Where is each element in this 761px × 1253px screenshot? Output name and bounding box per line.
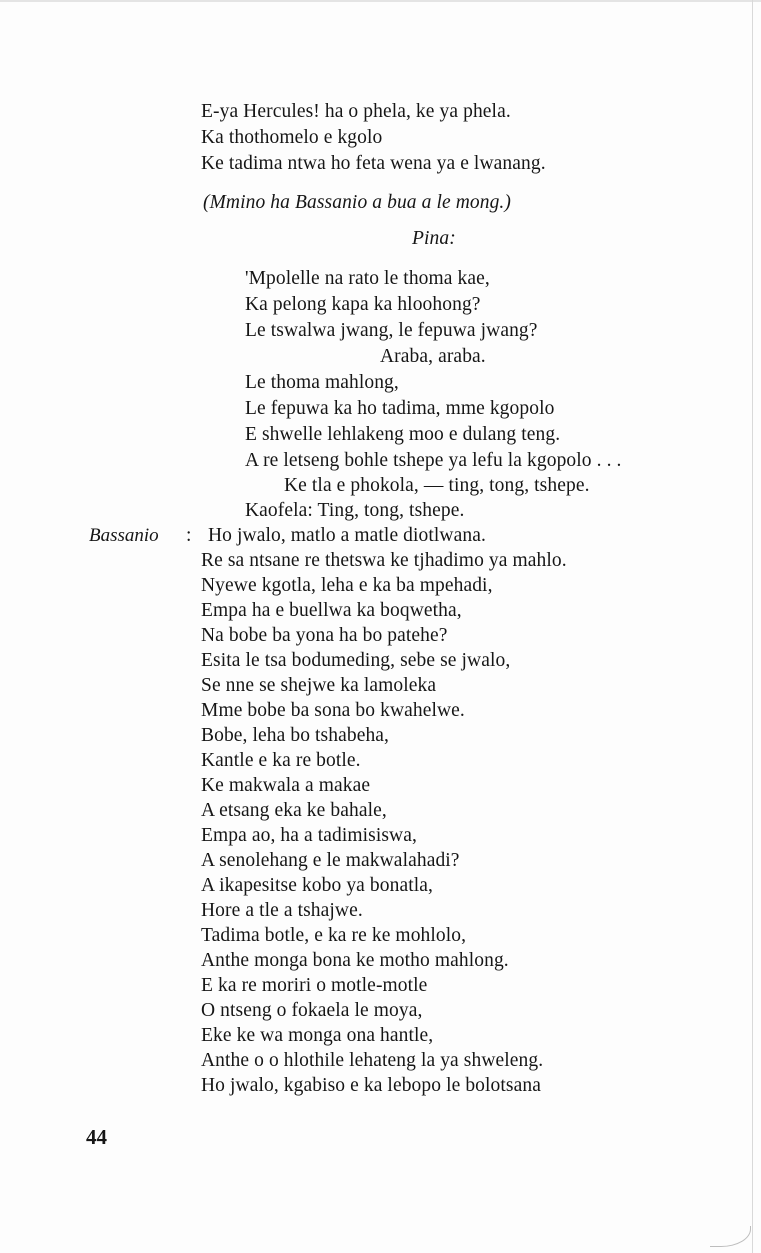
speech-line-8: Mme bobe ba sona bo kwahelwe. [201, 700, 465, 721]
speech-line-2: Re sa ntsane re thetswa ke tjhadimo ya mahlo. [201, 550, 567, 571]
speech-line-5: Na bobe ba yona ha bo patehe? [201, 625, 448, 646]
page-right-edge [752, 0, 753, 1253]
page-corner-curl [710, 1226, 751, 1247]
speech-line-9: Bobe, leha bo tshabeha, [201, 725, 390, 746]
speech-line-22: Anthe o o hlothile lehateng la ya shweleng. [201, 1050, 544, 1071]
song-line-2: Ka pelong kapa ka hloohong? [245, 294, 481, 315]
song-heading: Pina: [412, 228, 456, 249]
page-top-edge [0, 0, 761, 2]
speech-line-6: Esita le tsa bodumeding, sebe se jwalo, [201, 650, 511, 671]
speech-line-17: Tadima botle, e ka re ke mohlolo, [201, 925, 467, 946]
speaker-colon: : [186, 525, 192, 546]
speech-line-15: A ikapesitse kobo ya bonatla, [201, 875, 433, 896]
opening-line-2: Ka thothomelo e kgolo [201, 127, 383, 148]
song-line-7: E shwelle lehlakeng moo e dulang teng. [245, 424, 561, 445]
speech-line-7: Se nne se shejwe ka lamoleka [201, 675, 437, 696]
speaker-name: Bassanio [89, 525, 159, 546]
song-line-1: 'Mpolelle na rato le thoma kae, [245, 268, 490, 289]
speech-line-23: Ho jwalo, kgabiso e ka lebopo le bolotsana [201, 1075, 541, 1096]
speech-line-12: A etsang eka ke bahale, [201, 800, 387, 821]
speech-line-11: Ke makwala a makae [201, 775, 371, 796]
speech-line-21: Eke ke wa monga ona hantle, [201, 1025, 434, 1046]
song-line-8: A re letseng bohle tshepe ya lefu la kgopolo . . . [245, 450, 622, 471]
stage-direction: (Mmino ha Bassanio a bua a le mong.) [203, 192, 511, 213]
speech-line-18: Anthe monga bona ke motho mahlong. [201, 950, 509, 971]
speech-line-19: E ka re moriri o motle-motle [201, 975, 428, 996]
song-line-5: Le thoma mahlong, [245, 372, 399, 393]
song-line-6: Le fepuwa ka ho tadima, mme kgopolo [245, 398, 555, 419]
opening-line-1: E-ya Hercules! ha o phela, ke ya phela. [201, 101, 511, 122]
speech-line-1: Ho jwalo, matlo a matle diotlwana. [208, 525, 486, 546]
speech-line-13: Empa ao, ha a tadimisiswa, [201, 825, 417, 846]
song-line-4: Araba, araba. [380, 346, 486, 367]
speech-line-4: Empa ha e buellwa ka boqwetha, [201, 600, 462, 621]
song-line-9: Ke tla e phokola, — ting, tong, tshepe. [284, 475, 590, 496]
speech-line-20: O ntseng o fokaela le moya, [201, 1000, 423, 1021]
song-line-10: Kaofela: Ting, tong, tshepe. [245, 500, 465, 521]
opening-line-3: Ke tadima ntwa ho feta wena ya e lwanang. [201, 153, 546, 174]
song-line-3: Le tswalwa jwang, le fepuwa jwang? [245, 320, 538, 341]
speech-line-10: Kantle e ka re botle. [201, 750, 361, 771]
speech-line-14: A senolehang e le makwalahadi? [201, 850, 460, 871]
speech-line-3: Nyewe kgotla, leha e ka ba mpehadi, [201, 575, 493, 596]
page-number: 44 [86, 1125, 107, 1149]
speech-line-16: Hore a tle a tshajwe. [201, 900, 363, 921]
